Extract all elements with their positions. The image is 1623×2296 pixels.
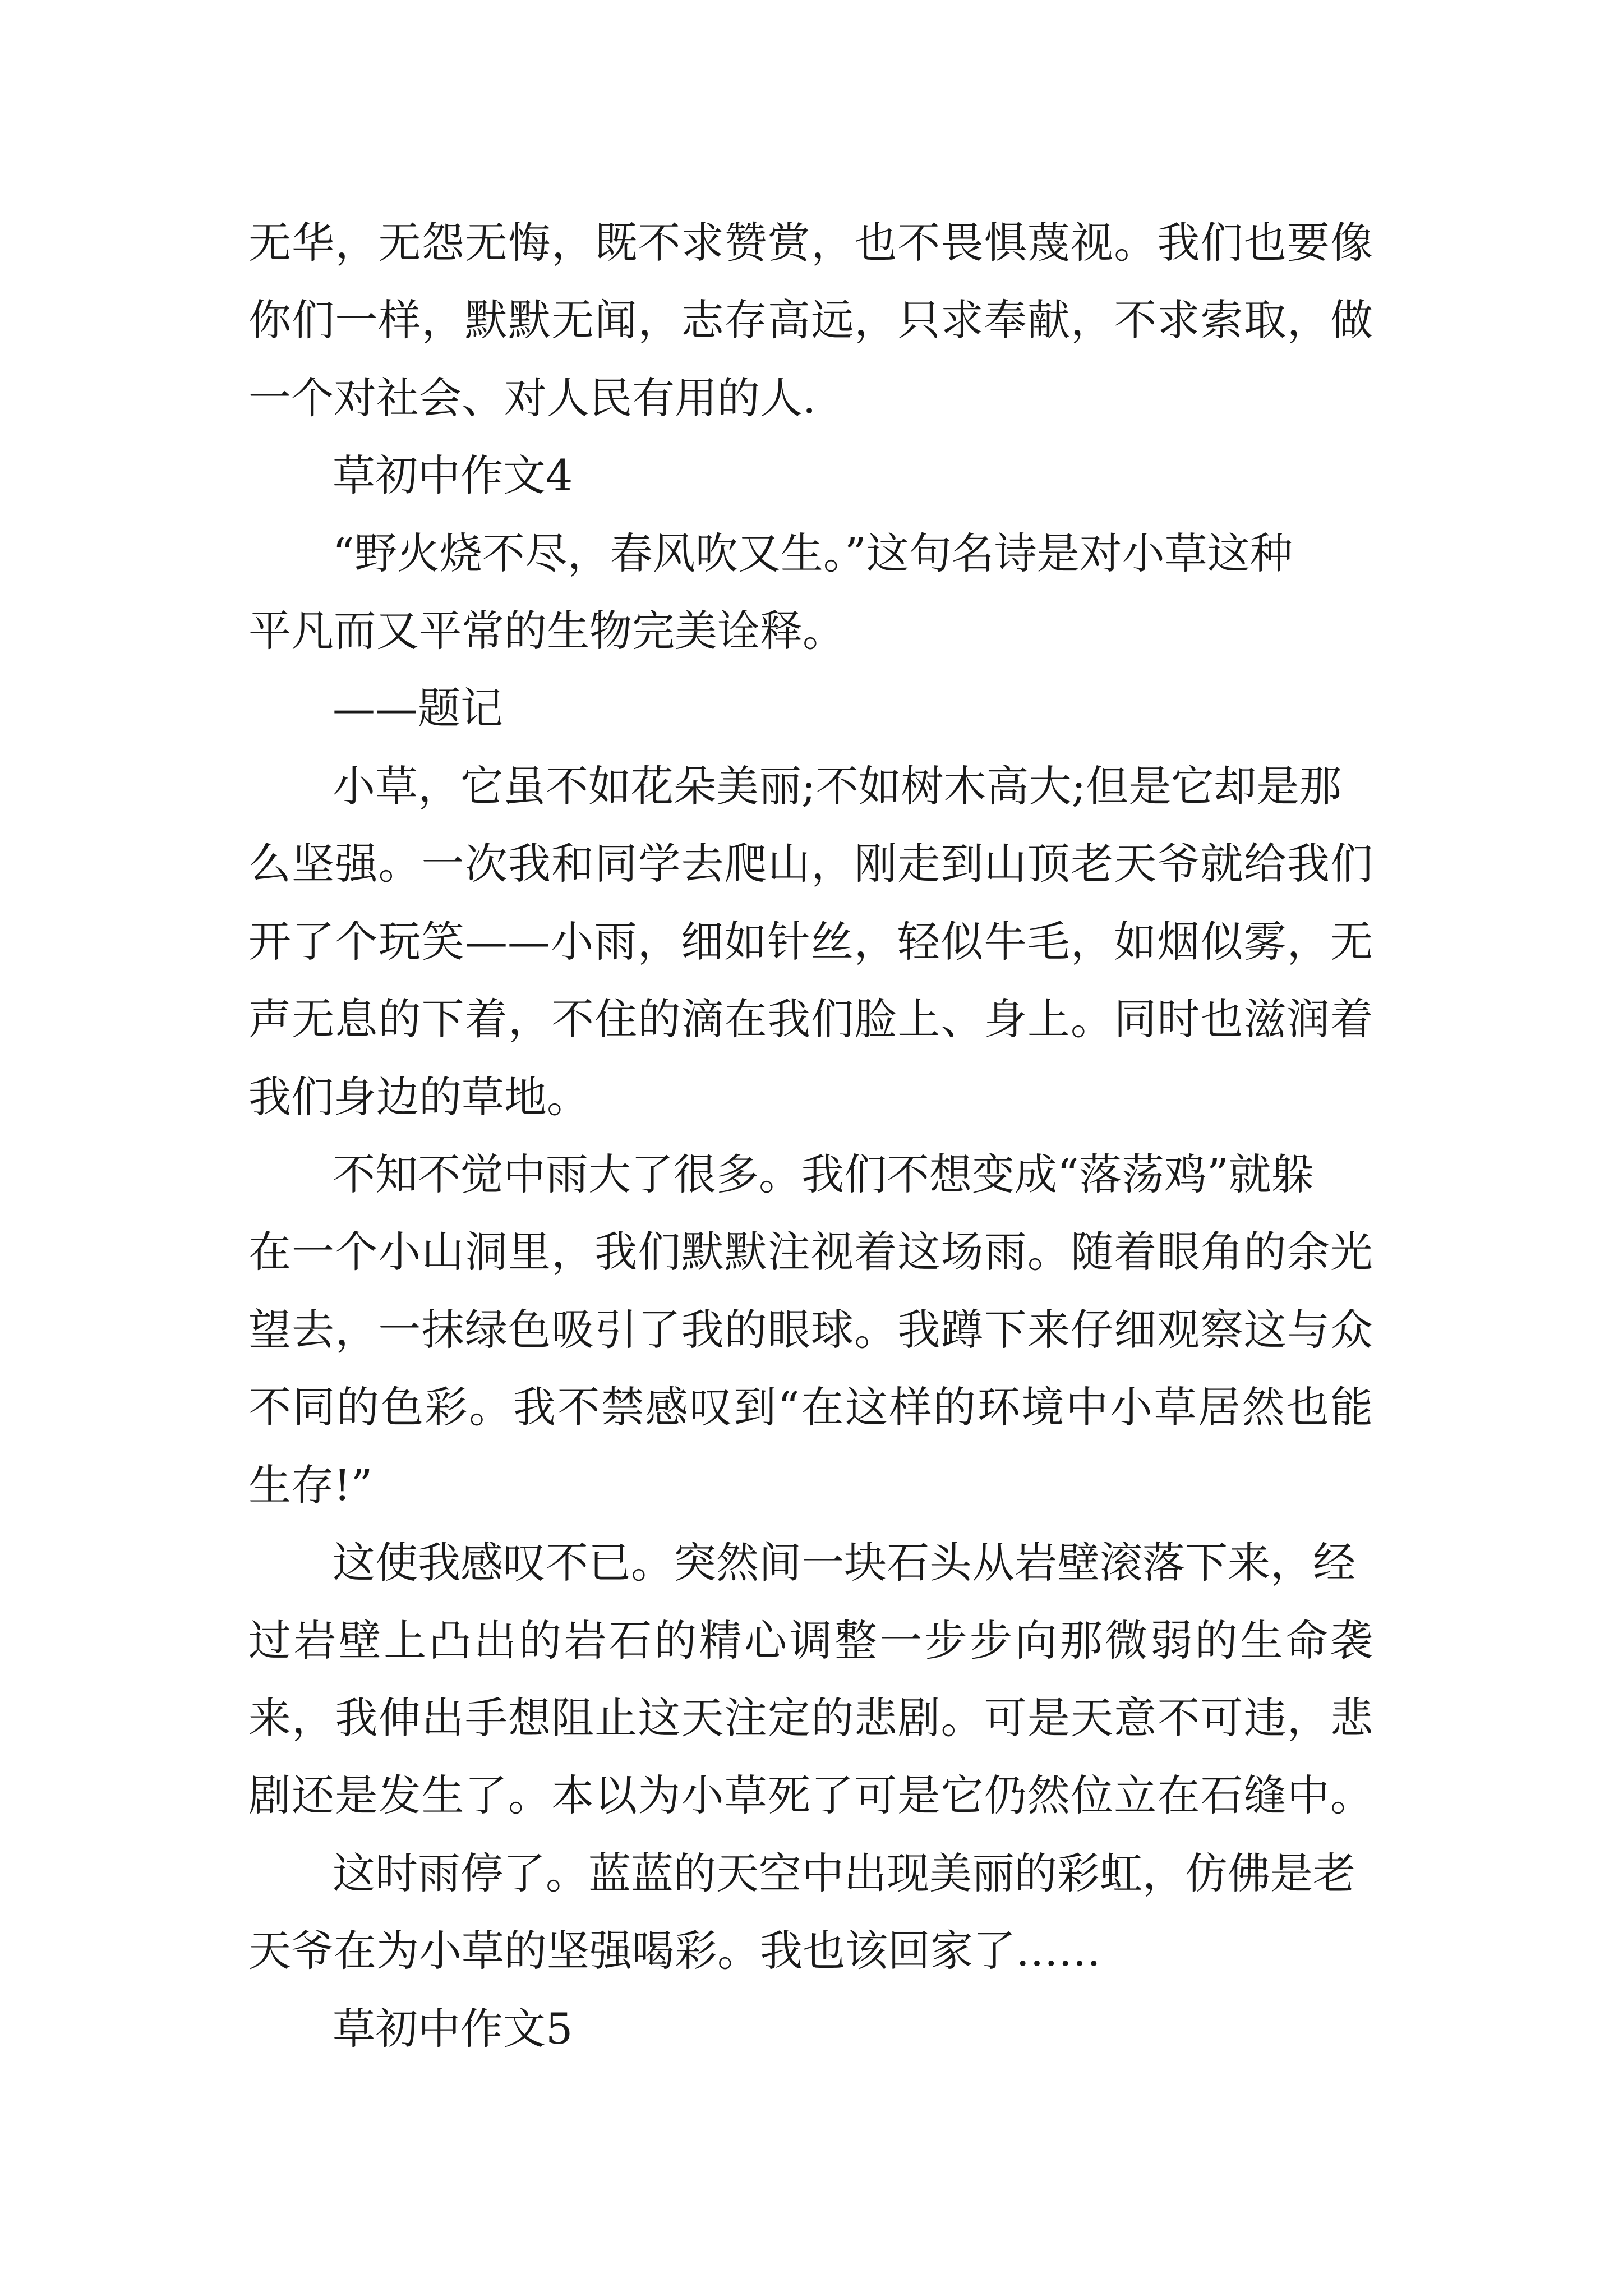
paragraph-line: 这使我感叹不已。突然间一块石头从岩壁滚落下来，经 bbox=[333, 1538, 1355, 1588]
paragraph-line: “野火烧不尽，春风吹又生。”这句名诗是对小草这种 bbox=[333, 528, 1293, 578]
paragraph-line: 这时雨停了。蓝蓝的天空中出现美丽的彩虹，仿佛是老 bbox=[333, 1848, 1355, 1898]
paragraph-line: 在一个小山洞里，我们默默注视着这场雨。随着眼角的余光 bbox=[248, 1227, 1373, 1277]
paragraph-line: 平凡而又平常的生物完美诠释。 bbox=[248, 606, 845, 656]
paragraph-line: 生存!” bbox=[248, 1460, 373, 1510]
paragraph-line: 我们身边的草地。 bbox=[248, 1072, 589, 1122]
paragraph-line: 一个对社会、对人民有用的人. bbox=[248, 373, 817, 423]
paragraph-line: 不知不觉中雨大了很多。我们不想变成“落荡鸡”就躲 bbox=[333, 1149, 1314, 1199]
paragraph-line: 么坚强。一次我和同学去爬山，刚走到山顶老天爷就给我们 bbox=[248, 839, 1373, 889]
paragraph-line: 望去，一抹绿色吸引了我的眼球。我蹲下来仔细观察这与众 bbox=[248, 1305, 1373, 1355]
paragraph-line: 天爷在为小草的坚强喝彩。我也该回家了…… bbox=[248, 1926, 1101, 1976]
paragraph-line: 来，我伸出手想阻止这天注定的悲剧。可是天意不可违，悲 bbox=[248, 1693, 1373, 1743]
paragraph-line: 过岩壁上凸出的岩石的精心调整一步步向那微弱的生命袭 bbox=[248, 1616, 1373, 1665]
section-heading: 草初中作文5 bbox=[333, 2004, 573, 2054]
paragraph-line: 剧还是发生了。本以为小草死了可是它仍然位立在石缝中。 bbox=[248, 1770, 1373, 1820]
paragraph-line: 无华，无怨无悔，既不求赞赏，也不畏惧蔑视。我们也要像 bbox=[248, 218, 1373, 268]
paragraph-line: 你们一样，默默无闻，志存高远，只求奉献，不求索取，做 bbox=[248, 295, 1373, 345]
paragraph-line: 小草，它虽不如花朵美丽;不如树木高大;但是它却是那 bbox=[333, 761, 1342, 811]
inscription-line: ——题记 bbox=[333, 683, 503, 733]
paragraph-line: 不同的色彩。我不禁感叹到“在这样的环境中小草居然也能 bbox=[248, 1382, 1373, 1432]
paragraph-line: 开了个玩笑——小雨，细如针丝，轻似牛毛，如烟似雾，无 bbox=[248, 917, 1373, 967]
section-heading: 草初中作文4 bbox=[333, 450, 573, 500]
paragraph-line: 声无息的下着，不住的滴在我们脸上、身上。同时也滋润着 bbox=[248, 994, 1373, 1044]
